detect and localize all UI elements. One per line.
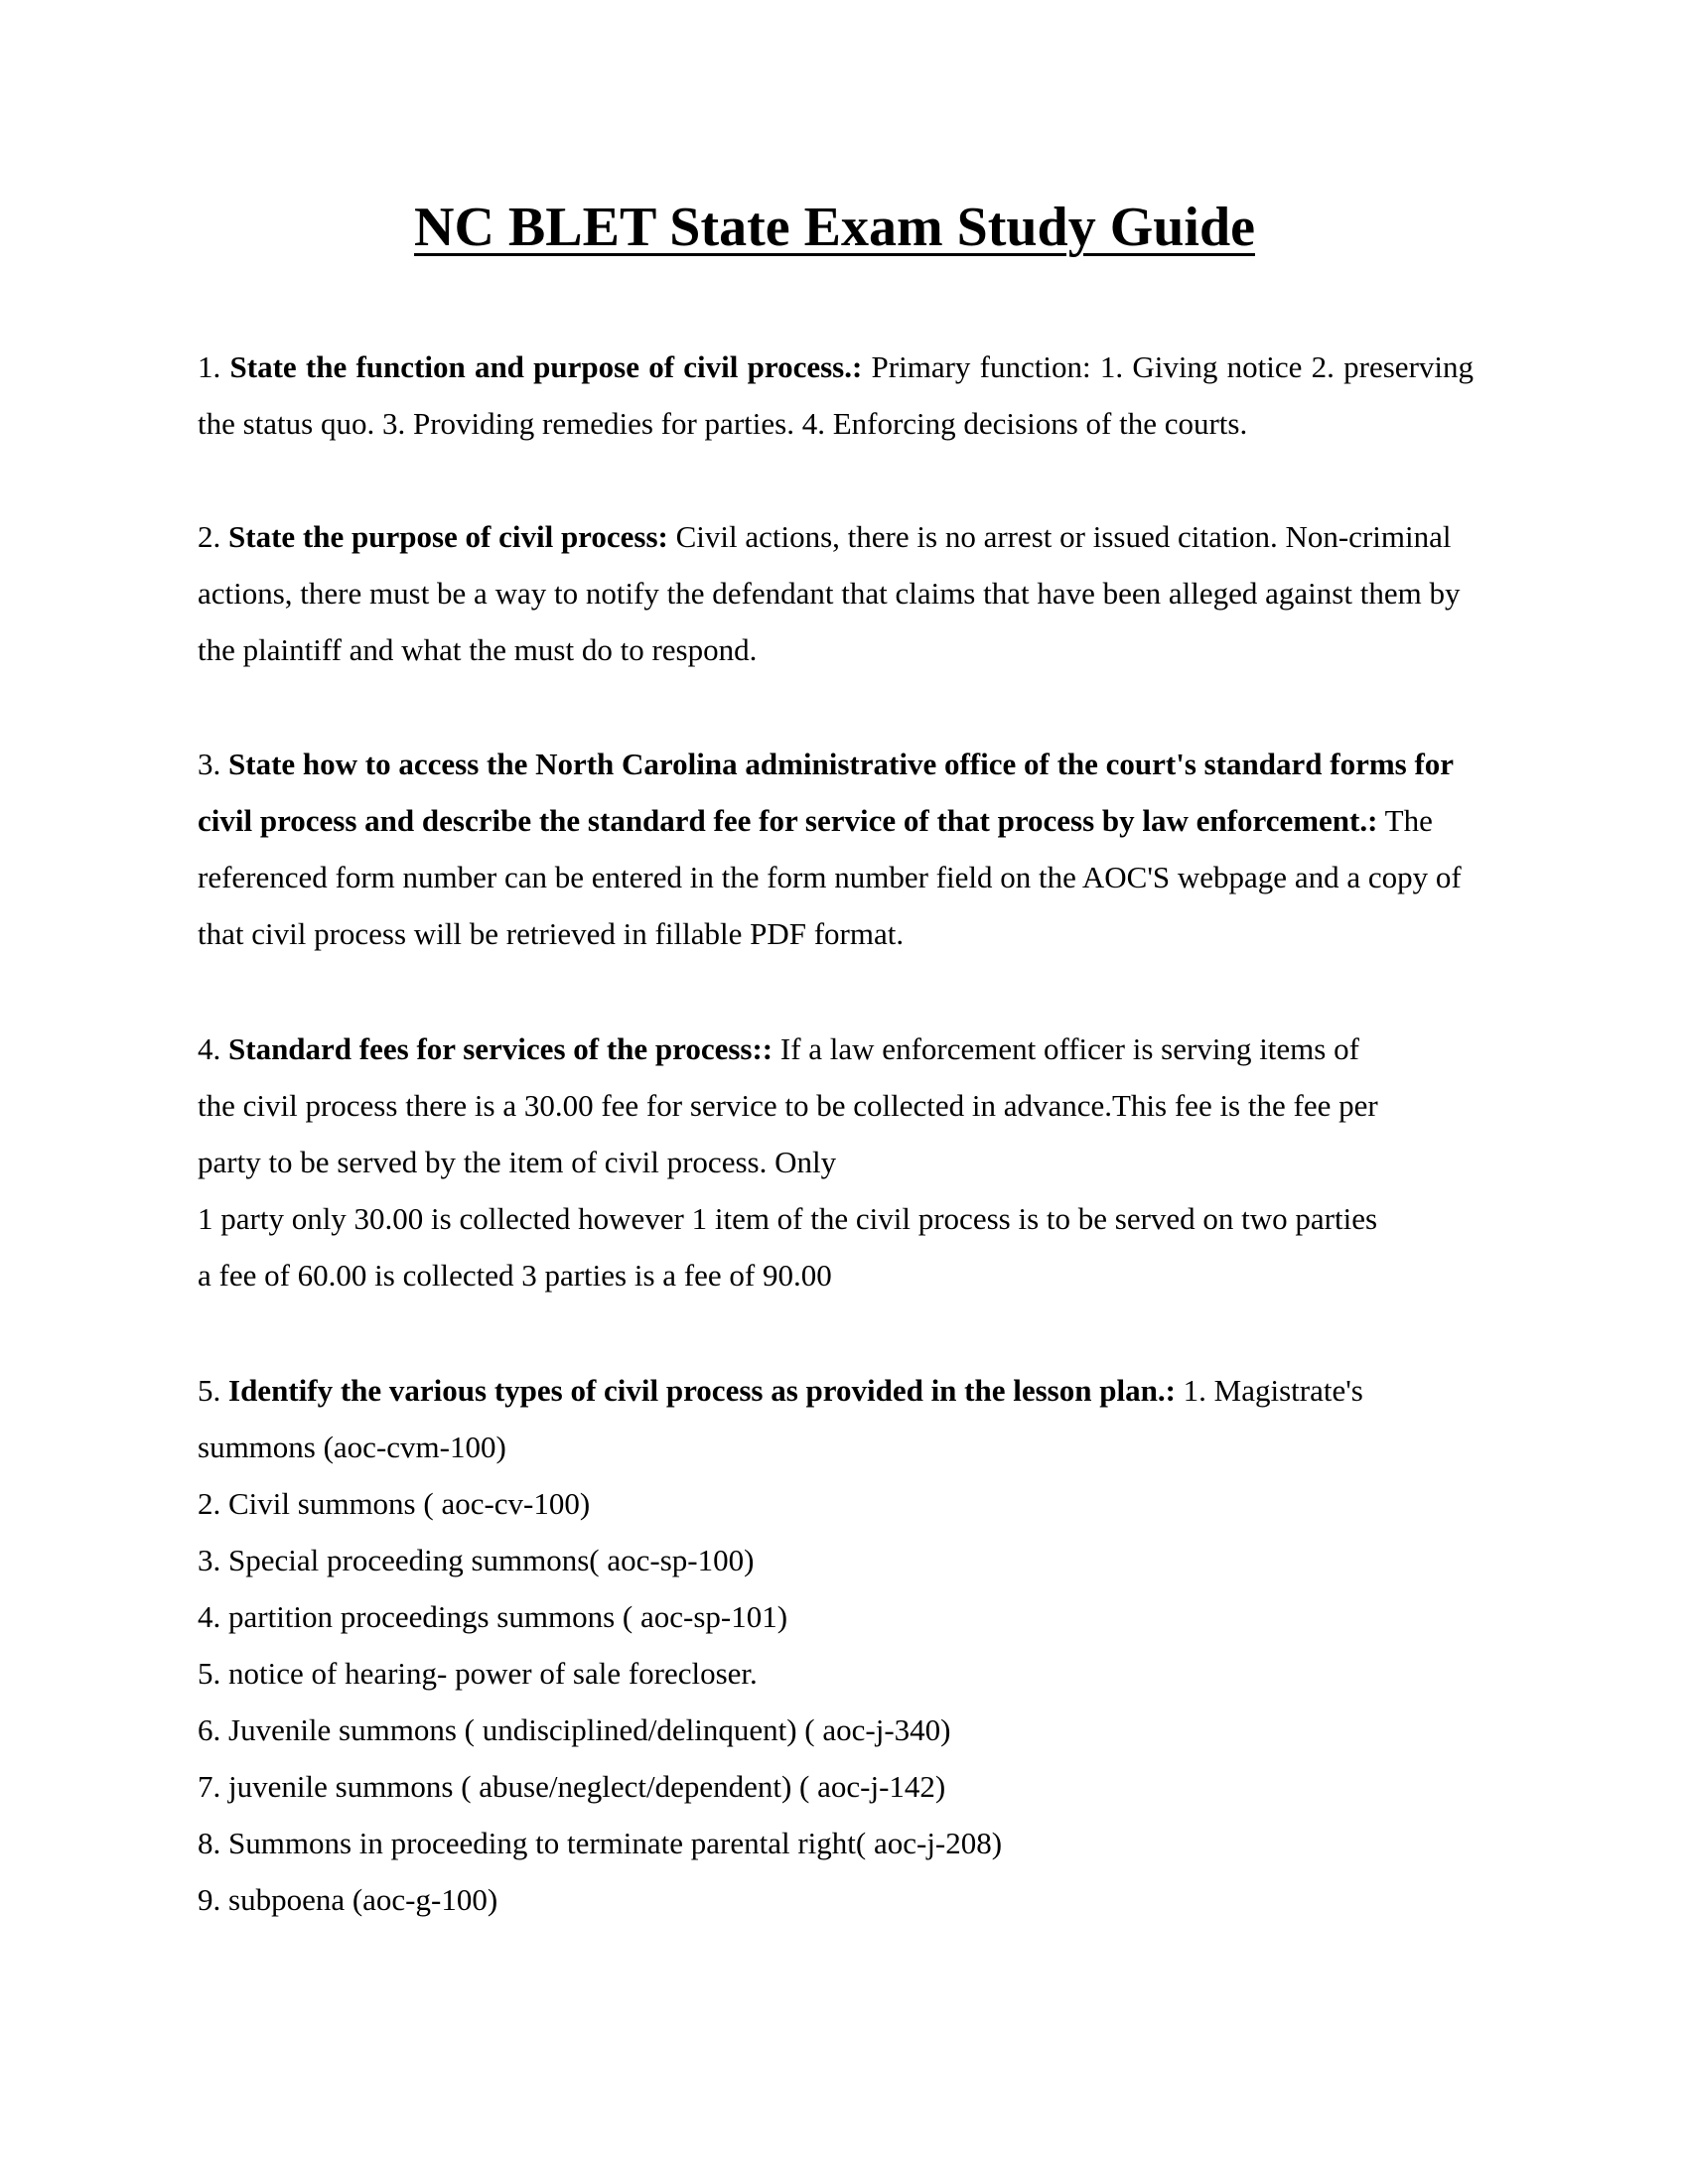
item-answer: The referenced form number can be entered in the form number field on the AOC'S webpage and a copy of that civil process will be retrieved in fillable PDF format. [198, 803, 1462, 951]
study-item-3 [198, 736, 1474, 962]
item-answer-line: party to be served by the item of civil process. Only [198, 1145, 837, 1179]
list-item: 4. partition proceedings summons ( aoc-sp-101) [198, 1599, 788, 1634]
item-question: Standard fees for services of the process:: [228, 1031, 774, 1066]
list-item: 9. subpoena (aoc-g-100) [198, 1882, 498, 1917]
study-item-1 [198, 339, 1474, 452]
item-line [198, 1362, 1474, 1419]
item-question: Identify the various types of civil process as provided in the lesson plan.: [228, 1373, 1176, 1408]
list-item: 6. Juvenile summons ( undisciplined/delinquent) ( aoc-j-340) [198, 1712, 951, 1747]
item-question: State the function and purpose of civil process.: [229, 349, 863, 384]
list-item: 2. Civil summons ( aoc-cv-100) [198, 1486, 591, 1521]
list-item: 3. Special proceeding summons( aoc-sp-100) [198, 1543, 755, 1577]
list-item: summons (aoc-cvm-100) [198, 1430, 506, 1464]
item-answer-line: 1 party only 30.00 is collected however 1 item of the civil process is to be served on two parties [198, 1201, 1378, 1236]
document-title: NC BLET State Exam Study Guide [414, 197, 1255, 258]
item-answer: Civil actions, there is no arrest or issued citation. Non-criminal actions, there must be a way to notify the defendant that claims that have been alleged against them by the plaintiff and what the must do to respond. [198, 519, 1461, 667]
list-item: 7. juvenile summons ( abuse/neglect/dependent) ( aoc-j-142) [198, 1769, 946, 1804]
item-question: State the purpose of civil process: [228, 519, 668, 554]
item-answer: Primary function: 1. Giving notice 2. preserving the status quo. 3. Providing remedies for parties. 4. Enforcing decisions of the courts. [198, 349, 1475, 441]
list-item: 5. notice of hearing- power of sale forecloser. [198, 1656, 758, 1691]
list-item: 8. Summons in proceeding to terminate parental right( aoc-j-208) [198, 1826, 1003, 1860]
item-answer-line: If a law enforcement officer is serving items of [779, 1031, 1359, 1066]
item-answer-line: 1. Magistrate's [1183, 1373, 1363, 1408]
study-item-5 [198, 1362, 1474, 1928]
item-answer-line: the civil process there is a 30.00 fee for service to be collected in advance.This fee is the fee per [198, 1088, 1378, 1123]
item-number: 4. [198, 1031, 221, 1066]
study-item-2 [198, 508, 1474, 678]
item-question: State how to access the North Carolina administrative office of the court's standard forms for civil process and describe the standard fee for service of that process by law enforcement.: [198, 747, 1454, 838]
item-number: 3. [198, 747, 221, 781]
study-item-4 [198, 1021, 1474, 1303]
item-number: 2. [198, 519, 221, 554]
item-number: 1. [198, 349, 221, 384]
item-number: 5. [198, 1373, 221, 1408]
item-answer-line: a fee of 60.00 is collected 3 parties is a fee of 90.00 [198, 1258, 832, 1293]
item-line [198, 1021, 1474, 1077]
